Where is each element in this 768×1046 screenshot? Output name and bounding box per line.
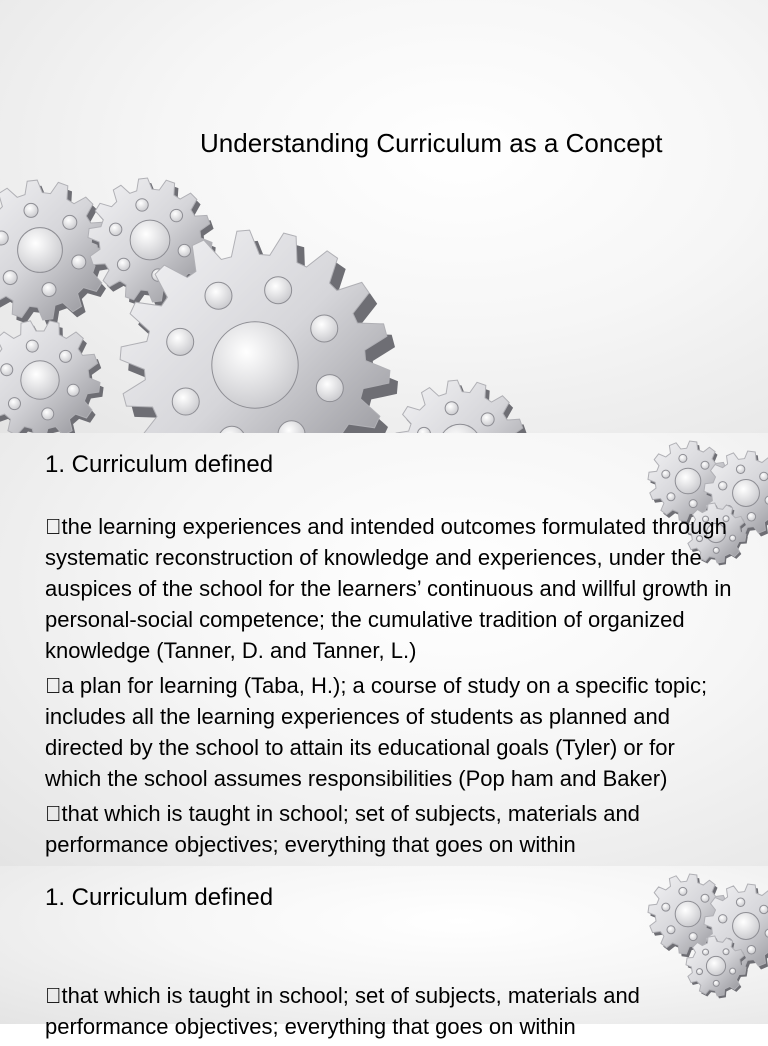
slide-heading: 1. Curriculum defined [45,451,274,478]
definition-item [45,670,735,794]
definition-text: the learning experiences and intended outcomes formulated through systematic reconstruction of knowledge and experiences, under the auspices of the school for the learners’ continuous and willful growth in personal-social competence; the cumulative tradition of organized knowledge (Tanner, D. and Tanner, L.) [45,514,732,663]
definition-list [45,511,735,864]
definition-list [45,980,735,1046]
slide-heading: 1. Curriculum defined [45,884,274,911]
definition-text: that which is taught in school; set of subjects, materials and performance objectives; everything that goes on within [45,983,624,1039]
bullet-glyph [45,673,62,698]
definition-text: that which is taught in school; set of subjects, materials and performance objectives; everything that goes on within [45,801,624,857]
slide-definitions-1 [0,433,768,866]
definition-item [45,798,735,860]
slide-definitions-2 [0,866,768,1039]
gears-corner-illustration [628,866,768,976]
gears-illustration [0,180,540,433]
definition-text: a plan for learning (Taba, H.); a course of study on a specific topic; includes all the learning experiences of students as planned and directed by the school to attain its educational goals (Tyler) or for which the school assumes responsibilities (Pop ham and Baker) [45,673,691,791]
definition-item [45,511,735,666]
gear-shape [0,321,104,445]
slide-title-text: Understanding Curriculum as a Concept [200,128,663,158]
bullet-glyph [45,983,62,1008]
slide-title [0,0,768,433]
definition-item [45,980,735,1042]
bullet-glyph [45,801,62,826]
bullet-glyph [45,514,62,539]
